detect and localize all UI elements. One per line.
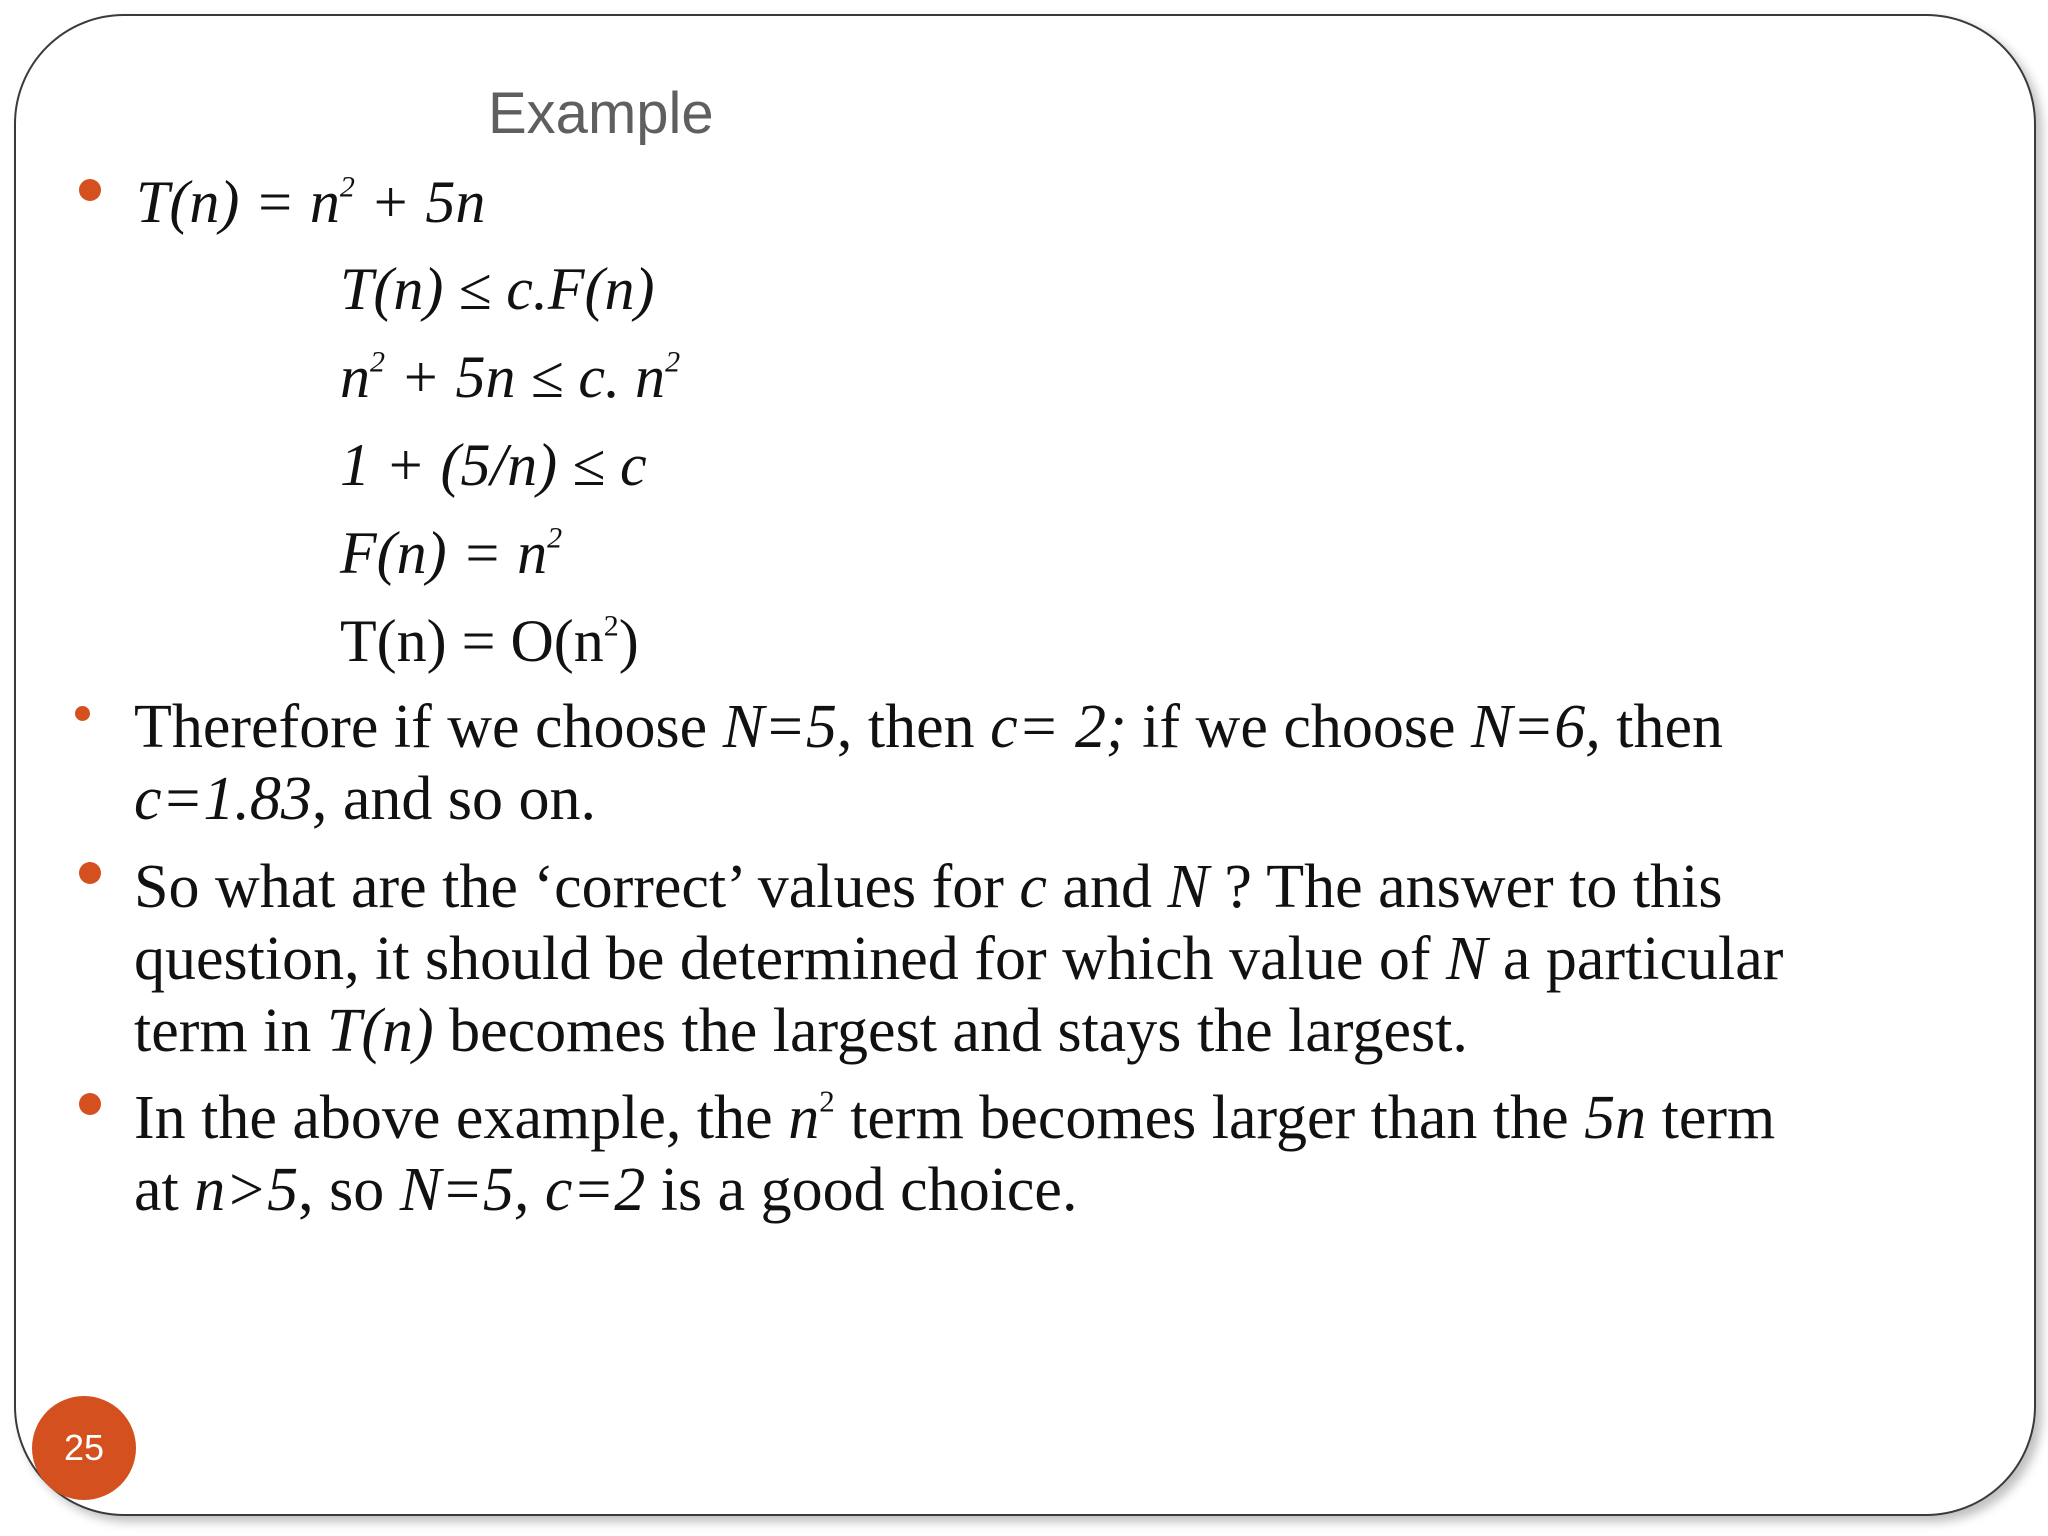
math-text: N=5 [722, 693, 837, 761]
equation-substituted [340, 341, 680, 413]
paragraph-line [134, 995, 1934, 1067]
text: if we choose [1126, 693, 1472, 761]
paragraph-correct-values [134, 851, 1934, 1067]
math-text: n>5 [194, 1156, 299, 1224]
text: So what are the ‘correct’ values for [134, 853, 1020, 921]
equation-text: + 5n [354, 169, 486, 235]
math-text: 5n [1584, 1084, 1647, 1152]
exponent: 2 [339, 170, 355, 204]
exponent: 2 [370, 345, 385, 379]
equation-text: + 5n ≤ c. n [385, 344, 666, 410]
equation-text: ) [618, 608, 639, 674]
text: term becomes larger than the [834, 1084, 1585, 1152]
math-text: n [788, 1084, 820, 1152]
slide-title: Example [488, 81, 714, 146]
slide-number-badge: 25 [32, 1396, 136, 1500]
math-text: c= 2; [990, 693, 1127, 761]
math-text: N=5, c=2 [399, 1156, 646, 1224]
equation-text: T(n) ≤ c.F(n) [340, 256, 655, 322]
text: , then [836, 693, 991, 761]
paragraph-line [134, 763, 1934, 835]
equation-big-o [340, 605, 639, 677]
text: and [1046, 853, 1168, 921]
exponent: 2 [819, 1083, 835, 1119]
paragraph-line [134, 691, 1934, 763]
paragraph-line [134, 923, 1934, 995]
text: becomes the largest and stays the largest. [433, 997, 1468, 1065]
text: a particular [1487, 925, 1784, 993]
exponent: 2 [665, 345, 681, 379]
bullet-marker [79, 1093, 101, 1115]
math-text: c [1019, 853, 1047, 921]
text: In the above example, the [134, 1084, 789, 1152]
bullet-marker [79, 862, 101, 884]
text: , and so on. [311, 765, 597, 833]
equation-text: n [340, 344, 370, 410]
equation-text: T(n) = n [136, 169, 340, 235]
paragraph-choose-n [134, 691, 1934, 835]
paragraph-line [134, 1082, 1934, 1154]
math-text: c=1.83 [134, 765, 312, 833]
equation-bound [340, 253, 655, 325]
equation-t-of-n [136, 166, 485, 238]
text: Therefore if we choose [134, 693, 723, 761]
bullet-marker [75, 706, 90, 721]
text: term in [134, 997, 327, 1065]
text: at [134, 1156, 195, 1224]
text: question, it should be determined for which value of [134, 925, 1447, 993]
math-text: N [1446, 925, 1488, 993]
equation-text: T(n) = O(n [340, 608, 604, 674]
exponent: 2 [603, 609, 619, 643]
equation-divided [340, 429, 647, 501]
exponent: 2 [547, 521, 563, 555]
math-text: N=6, [1471, 693, 1601, 761]
math-text: N [1167, 853, 1209, 921]
equation-text: F(n) = n [340, 520, 548, 586]
bullet-marker [79, 179, 101, 201]
text: , so [298, 1156, 400, 1224]
text: ? The answer to this [1208, 853, 1723, 921]
paragraph-line [134, 1154, 1934, 1226]
equation-f-of-n [340, 517, 562, 589]
text: term [1646, 1084, 1776, 1152]
math-text: T(n) [326, 997, 434, 1065]
text: is a good choice. [645, 1156, 1078, 1224]
paragraph-line [134, 851, 1934, 923]
text: then [1600, 693, 1723, 761]
paragraph-above-example [134, 1082, 1934, 1226]
equation-text: 1 + (5/n) ≤ c [340, 432, 647, 498]
